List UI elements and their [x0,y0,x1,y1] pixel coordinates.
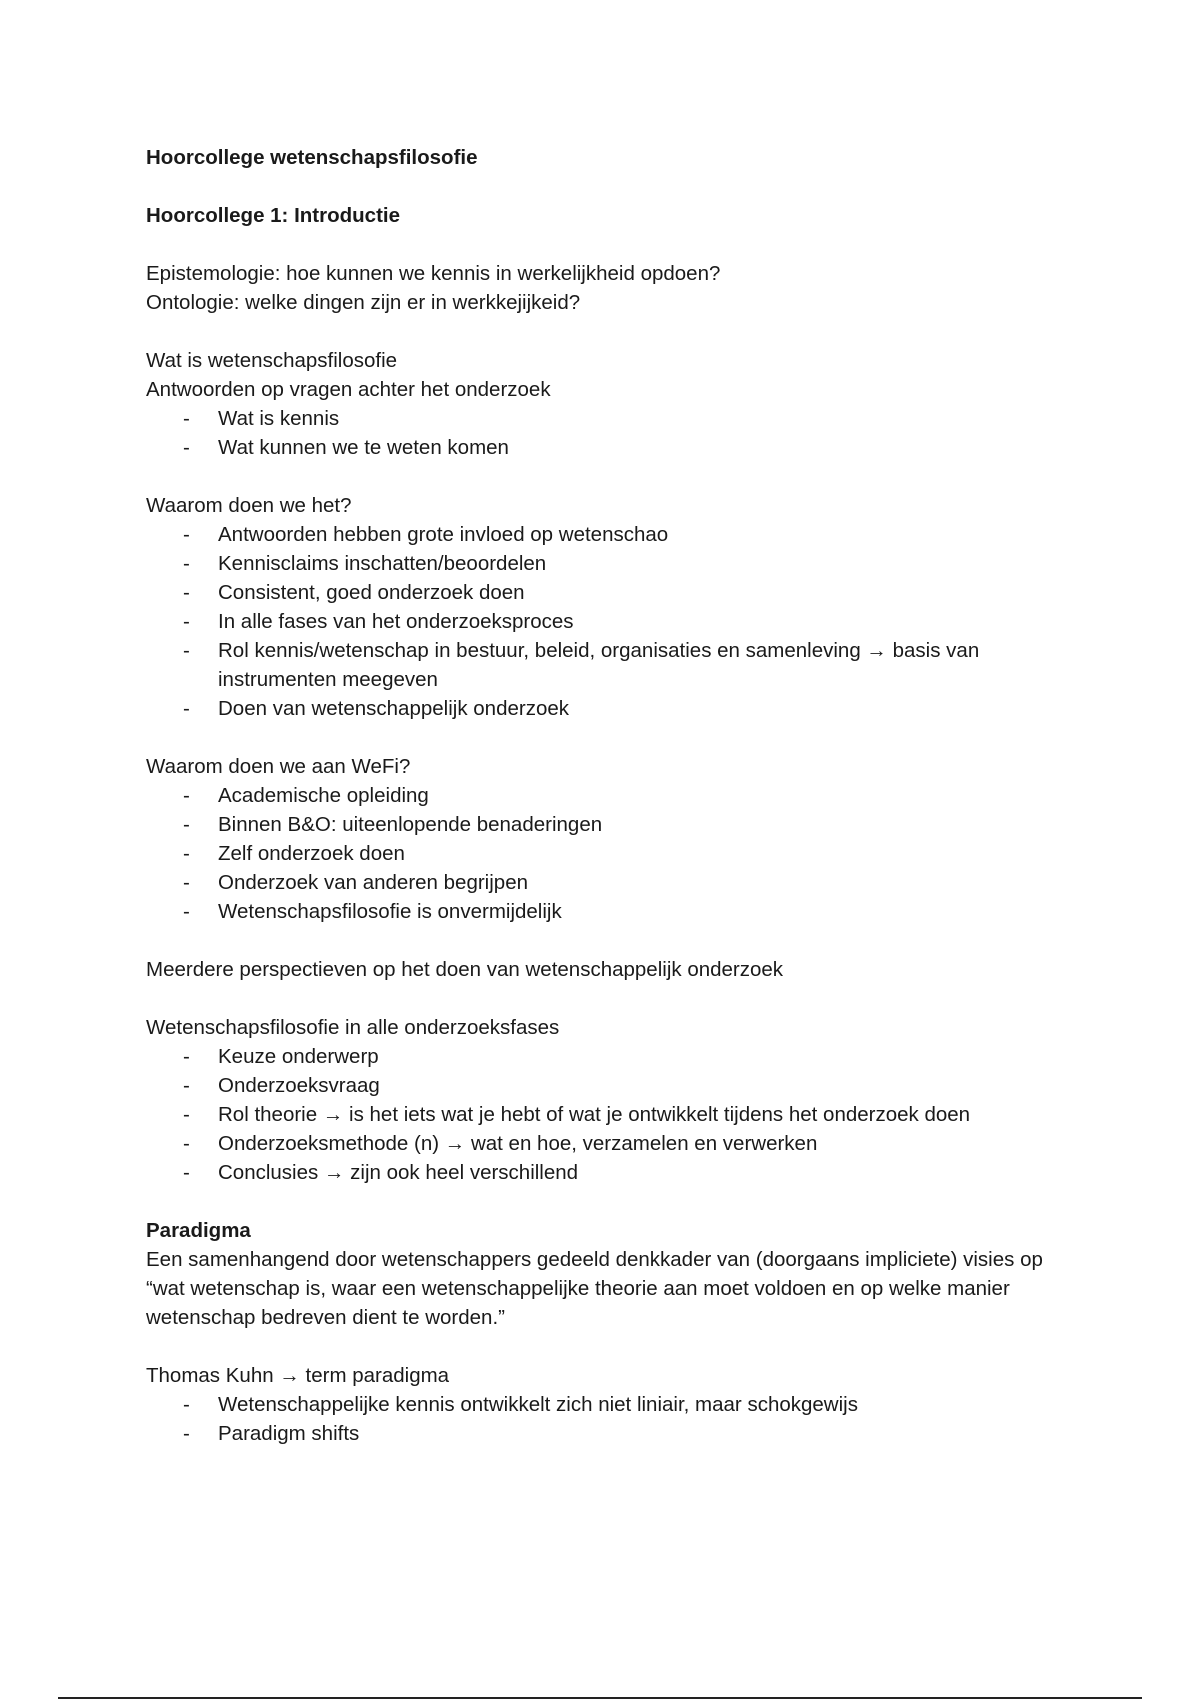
wefi-list [146,404,1076,462]
intro-section [146,259,1076,317]
list-item: - Rol kennis/wetenschap in bestuur, beleid, organisaties en samenleving → basis van instrumenten meegeven [146,636,1076,694]
epistemology-line: Epistemologie: hoe kunnen we kennis in werkelijkheid opdoen? [146,262,721,285]
list-item: - Wetenschappelijke kennis ontwikkelt zich niet liniair, maar schokgewijs [146,1390,1076,1419]
list-item: - Onderzoeksvraag [146,1071,1076,1100]
list-item: - Antwoorden hebben grote invloed op wetenschao [146,520,1076,549]
perspectives-line: Meerdere perspectieven op het doen van wetenschappelijk onderzoek [146,958,784,981]
why-list [146,520,1076,723]
list-item: - Keuze onderwerp [146,1042,1076,1071]
list-item: - Paradigm shifts [146,1419,1076,1448]
list-item: - Kennisclaims inschatten/beoordelen [146,549,1076,578]
document-page [146,143,1076,1477]
paradigm-definition: Een samenhangend door wetenschappers gedeeld denkkader van (doorgaans impliciete) visies op “wat wetenschap is, waar een wetenschappelijke theorie aan moet voldoen en op welke manier wetenschap bedreven dient te worden.” [146,1248,1043,1329]
list-item: - In alle fases van het onderzoeksproces [146,607,1076,636]
list-item: - Zelf onderzoek doen [146,839,1076,868]
why-section [146,491,1076,723]
list-item: - Binnen B&O: uiteenlopende benaderingen [146,810,1076,839]
lecture-title: Hoorcollege 1: Introductie [146,204,400,227]
list-item: - Onderzoek van anderen begrijpen [146,868,1076,897]
phases-heading: Wetenschapsfilosofie in alle onderzoeksfases [146,1016,560,1039]
list-item: - Wat kunnen we te weten komen [146,433,1076,462]
list-item: - Onderzoeksmethode (n) → wat en hoe, verzamelen en verwerken [146,1129,1076,1158]
why-heading: Waarom doen we het? [146,494,352,517]
document-title: Hoorcollege wetenschapsfilosofie [146,146,478,169]
wefi-answer: Antwoorden op vragen achter het onderzoek [146,378,551,401]
why-wefi-section [146,752,1076,926]
list-item: - Consistent, goed onderzoek doen [146,578,1076,607]
list-item: - Conclusies → zijn ook heel verschillend [146,1158,1076,1187]
ontology-line: Ontologie: welke dingen zijn er in werkkejijkeid? [146,291,581,314]
wefi-question: Wat is wetenschapsfilosofie [146,349,398,372]
kuhn-line: Thomas Kuhn → term paradigma [146,1364,450,1387]
paradigm-heading: Paradigma [146,1219,251,1242]
list-item: - Wat is kennis [146,404,1076,433]
list-item: - Academische opleiding [146,781,1076,810]
perspectives-section [146,955,1076,984]
footer-divider [58,1697,1142,1699]
why-wefi-heading: Waarom doen we aan WeFi? [146,755,411,778]
kuhn-section [146,1361,1076,1448]
what-is-wefi-section [146,346,1076,462]
kuhn-list [146,1390,1076,1448]
list-item: - Doen van wetenschappelijk onderzoek [146,694,1076,723]
phases-section [146,1013,1076,1187]
list-item: - Rol theorie → is het iets wat je hebt of wat je ontwikkelt tijdens het onderzoek doen [146,1100,1076,1129]
why-wefi-list [146,781,1076,926]
list-item: - Wetenschapsfilosofie is onvermijdelijk [146,897,1076,926]
phases-list [146,1042,1076,1187]
paradigm-section [146,1216,1076,1332]
